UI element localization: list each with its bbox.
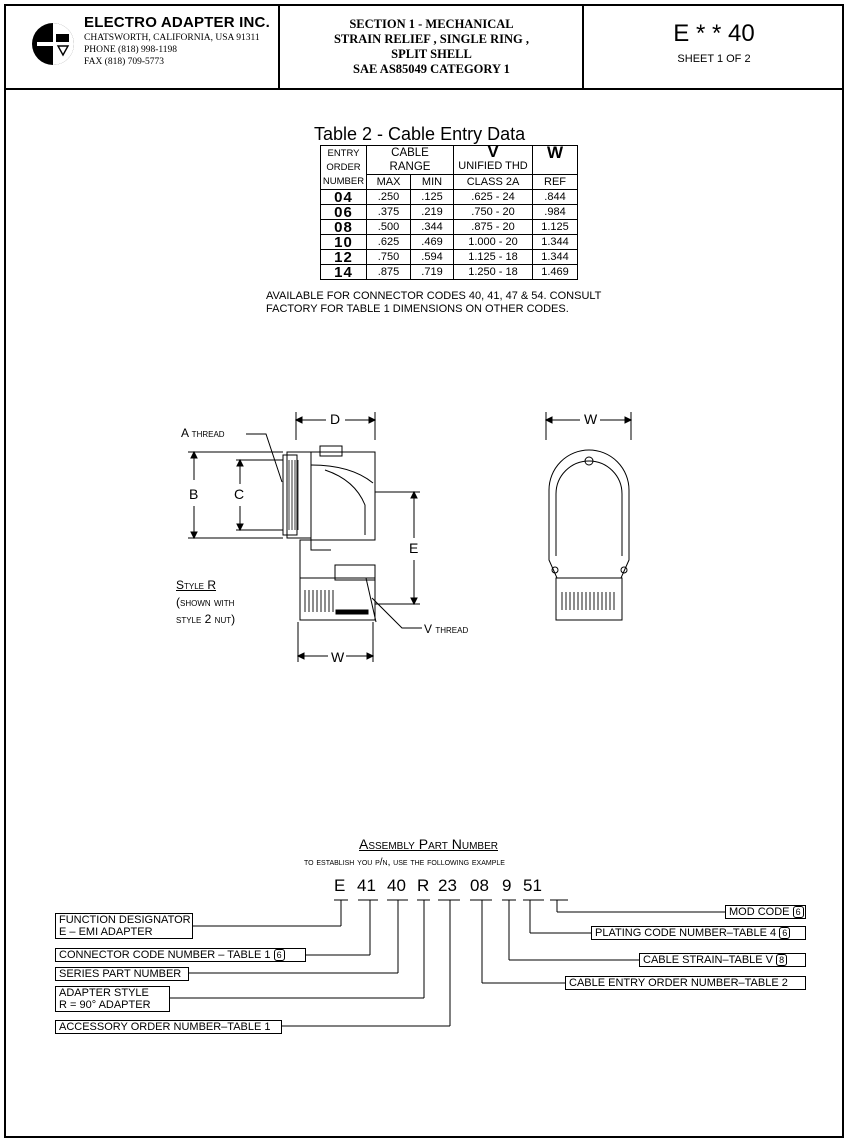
dim-d-label: D (330, 411, 341, 427)
table-cell: .625 - 24 (454, 190, 533, 205)
company-address: CHATSWORTH, CALIFORNIA, USA 91311 (84, 33, 260, 43)
table-cell: .750 - 20 (454, 205, 533, 220)
entry-order-cell: 08 (321, 220, 367, 235)
company-phone: PHONE (818) 998-1198 (84, 45, 178, 55)
entry-order-cell: 12 (321, 250, 367, 265)
table-cell: .469 (411, 235, 454, 250)
code-style: R (417, 876, 430, 895)
section-line: SPLIT SHELL (391, 47, 472, 61)
table-note: AVAILABLE FOR CONNECTOR CODES 40, 41, 47 & 54. CONSULT (266, 290, 602, 302)
code-plating: 51 (523, 876, 542, 895)
header-min: MIN (411, 175, 454, 190)
company-name: ELECTRO ADAPTER INC. (84, 14, 270, 31)
header-v-class: CLASS 2A (454, 175, 533, 190)
note-ref-icon: 8 (776, 954, 787, 966)
table-cell: .719 (411, 265, 454, 280)
assembly-subtitle: to establish you p/n, use the following example (304, 857, 505, 868)
note-ref-icon: 6 (274, 949, 285, 961)
table-note: FACTORY FOR TABLE 1 DIMENSIONS ON OTHER CODES. (266, 303, 569, 315)
v-thread-label: V thread (424, 622, 469, 636)
style-label: style 2 nut) (176, 612, 236, 626)
table-cell: .750 (367, 250, 411, 265)
table-cell: .250 (367, 190, 411, 205)
header-max: MAX (367, 175, 411, 190)
assembly-title: Assembly Part Number (359, 836, 498, 852)
table-cell: 1.344 (533, 235, 578, 250)
code-cable-strain: 9 (502, 876, 512, 895)
style-label: Style R (176, 578, 217, 592)
entry-order-cell: 04 (321, 190, 367, 205)
part-number: E * * 40 (673, 20, 755, 47)
table-title: Table 2 - Cable Entry Data (314, 124, 526, 144)
accessory-order-box: ACCESSORY ORDER NUMBER–TABLE 1 (55, 1020, 282, 1034)
cable-strain-box: CABLE STRAIN–TABLE V 8 (639, 953, 806, 967)
table-cell: .984 (533, 205, 578, 220)
code-series: 40 (387, 876, 406, 895)
table-cell: .125 (411, 190, 454, 205)
note-ref-icon: 6 (779, 927, 790, 939)
table-cell: 1.250 - 18 (454, 265, 533, 280)
cable-entry-box: CABLE ENTRY ORDER NUMBER–TABLE 2 (565, 976, 806, 990)
table-cell: .594 (411, 250, 454, 265)
header-v: V UNIFIED THD (454, 146, 533, 175)
code-cable-entry: 08 (470, 876, 489, 895)
function-designator-box: FUNCTION DESIGNATOR E – EMI ADAPTER (55, 913, 193, 939)
adapter-style-box: ADAPTER STYLE R = 90° ADAPTER (55, 986, 170, 1012)
table-cell: 1.344 (533, 250, 578, 265)
table-cell: .625 (367, 235, 411, 250)
section-line: SAE AS85049 CATEGORY 1 (353, 62, 510, 76)
code-accessory: 23 (438, 876, 457, 895)
dim-e-label: E (409, 540, 419, 556)
header-entry: ENTRY ORDER NUMBER (321, 146, 367, 190)
header-w-ref: REF (533, 175, 578, 190)
header-w: W (533, 146, 578, 175)
series-part-box: SERIES PART NUMBER (55, 967, 189, 981)
mod-code-box: MOD CODE 6 (725, 905, 806, 919)
plating-code-box: PLATING CODE NUMBER–TABLE 4 6 (591, 926, 806, 940)
table-cell: 1.469 (533, 265, 578, 280)
table-cell: 1.125 (533, 220, 578, 235)
entry-order-cell: 10 (321, 235, 367, 250)
entry-order-cell: 14 (321, 265, 367, 280)
entry-order-cell: 06 (321, 205, 367, 220)
style-label: (shown with (176, 595, 235, 609)
company-fax: FAX (818) 709-5773 (84, 57, 165, 67)
a-thread-label: A thread (181, 426, 225, 440)
table-cell: 1.000 - 20 (454, 235, 533, 250)
header-cable-range: CABLE RANGE (367, 146, 454, 175)
table-cell: .500 (367, 220, 411, 235)
section-line: SECTION 1 - MECHANICAL (349, 17, 514, 31)
table-cell: .875 (367, 265, 411, 280)
table-cell: .844 (533, 190, 578, 205)
dim-w-label: W (584, 411, 598, 427)
dim-b-label: B (189, 486, 199, 502)
table-cell: .219 (411, 205, 454, 220)
dim-w-label: W (331, 649, 345, 665)
sheet-number: SHEET 1 OF 2 (677, 53, 751, 65)
code-connector: 41 (357, 876, 376, 895)
table-cell: .375 (367, 205, 411, 220)
dim-c-label: C (234, 486, 245, 502)
section-line: STRAIN RELIEF , SINGLE RING , (333, 32, 530, 46)
code-e: E (334, 876, 346, 895)
connector-code-box: CONNECTOR CODE NUMBER – TABLE 1 6 (55, 948, 306, 962)
note-ref-icon: 6 (793, 906, 804, 918)
table-cell: 1.125 - 18 (454, 250, 533, 265)
table-cell: .344 (411, 220, 454, 235)
table-cell: .875 - 20 (454, 220, 533, 235)
